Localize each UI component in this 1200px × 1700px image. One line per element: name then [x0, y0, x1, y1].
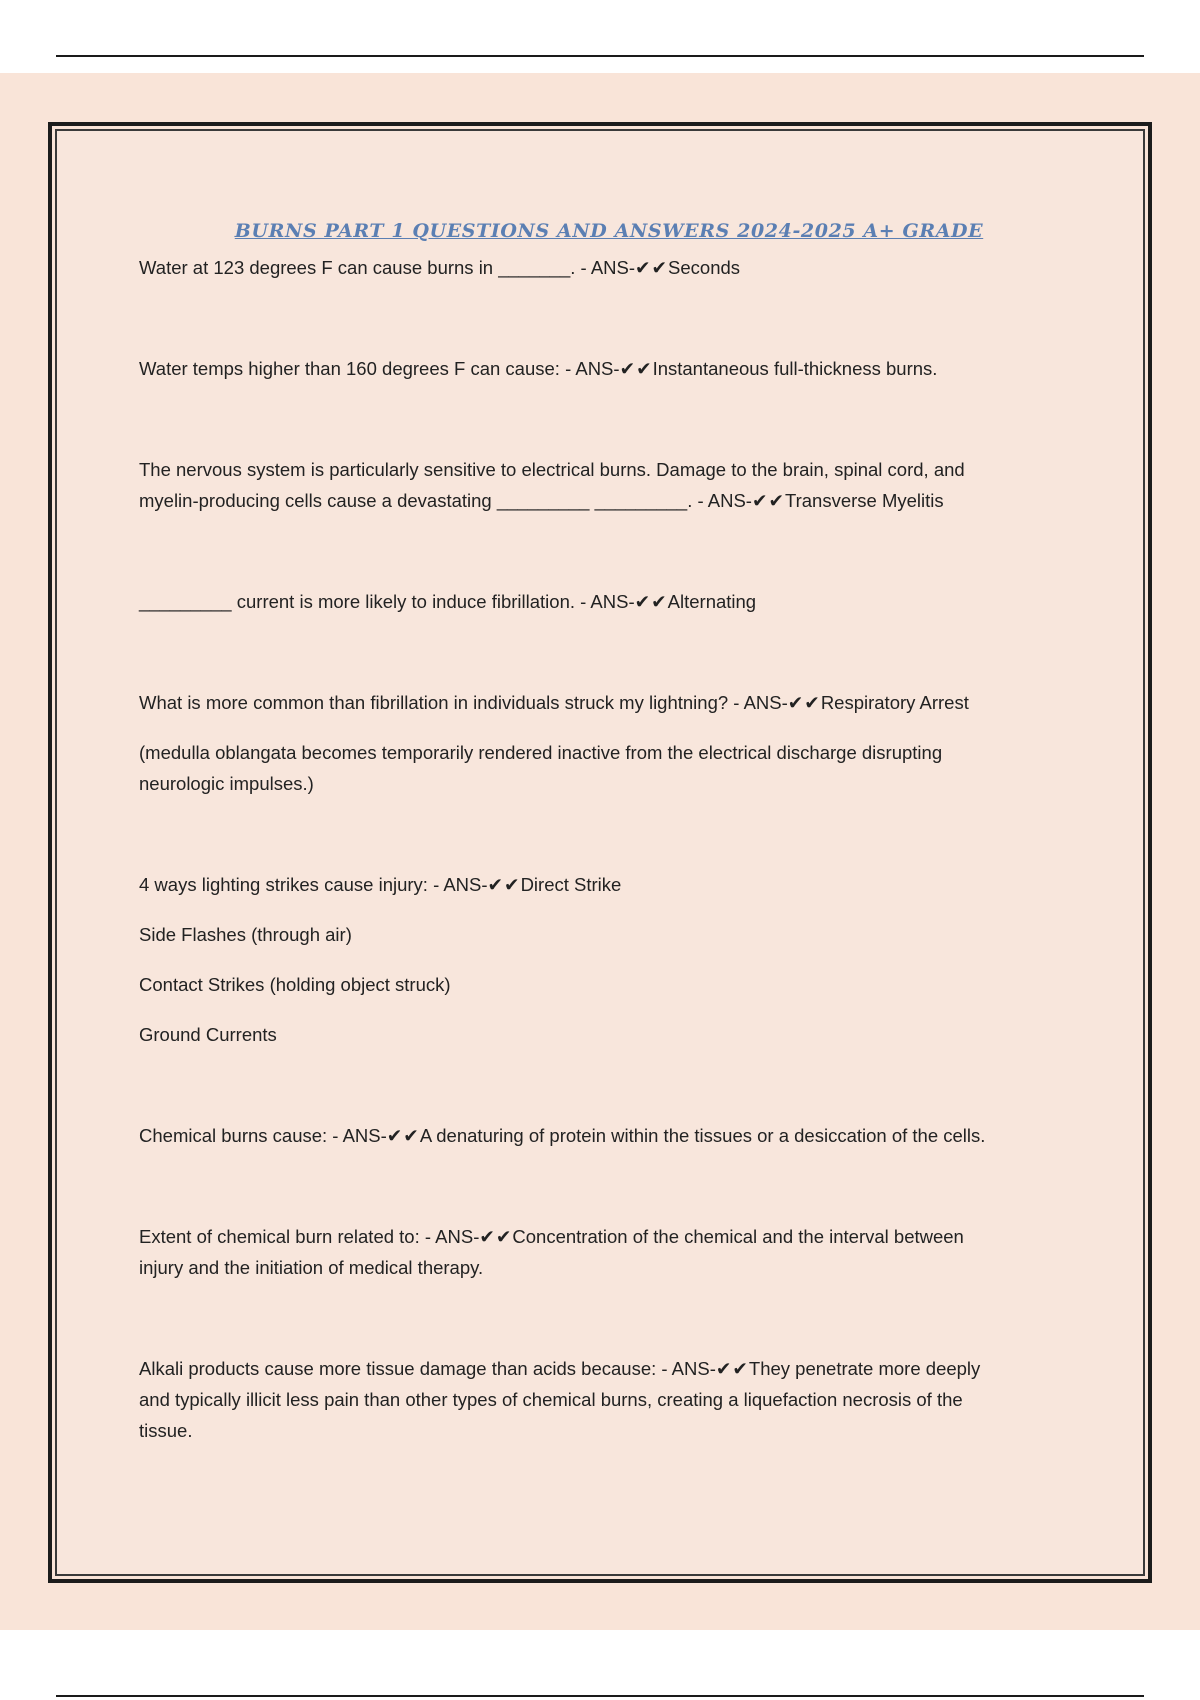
answer-text: Alternating [667, 591, 757, 612]
document-content [139, 216, 1079, 1446]
answer-text: Instantaneous full-thickness burns. [652, 358, 938, 379]
answer-text: Concentration of the chemical and the interval between [512, 1226, 964, 1247]
qa-line [139, 252, 1079, 283]
qa-line [139, 586, 1079, 617]
answer-text: Transverse Myelitis [784, 490, 944, 511]
qa-item [139, 1120, 1079, 1151]
qa-item [139, 353, 1079, 384]
document-title: BURNS PART 1 QUESTIONS AND ANSWERS 2024-2025 A+ GRADE [234, 220, 984, 242]
checkmark-icon: ✔✔ [479, 1226, 513, 1247]
answer-text: Respiratory Arrest [820, 692, 969, 713]
question-text: 4 ways lighting strikes cause injury: - ANS- [139, 874, 488, 895]
question-text: Extent of chemical burn related to: - ANS- [139, 1226, 480, 1247]
top-rule [56, 55, 1144, 57]
checkmark-icon: ✔✔ [751, 490, 785, 511]
question-text: _________ current is more likely to induce fibrillation. - ANS- [139, 591, 635, 612]
qa-item [139, 687, 1079, 799]
qa-item [139, 1221, 1079, 1283]
qa-line [139, 1353, 1079, 1384]
answer-note-line2: neurologic impulses.) [139, 773, 314, 794]
checkmark-icon: ✔✔ [619, 358, 653, 379]
answer-text-line2: and typically illicit less pain than other types of chemical burns, creating a liquefaction necrosis of the [139, 1389, 963, 1410]
qa-line [139, 353, 1079, 384]
question-text: Chemical burns cause: - ANS- [139, 1125, 387, 1146]
answer-text: Direct Strike [520, 874, 622, 895]
question-text: Alkali products cause more tissue damage than acids because: - ANS- [139, 1358, 716, 1379]
qa-item [139, 869, 1079, 1050]
qa-item [139, 1353, 1079, 1446]
qa-item [139, 454, 1079, 516]
answer-list-item: Side Flashes (through air) [139, 924, 352, 945]
checkmark-icon: ✔✔ [715, 1358, 749, 1379]
answer-text-line2: injury and the initiation of medical therapy. [139, 1257, 484, 1278]
qa-line [139, 687, 1079, 718]
qa-item [139, 252, 1079, 283]
qa-line [139, 1221, 1079, 1252]
question-text-line1: The nervous system is particularly sensitive to electrical burns. Damage to the brain, spinal cord, and [139, 459, 965, 480]
answer-text-line3: tissue. [139, 1420, 193, 1441]
answer-text: A denaturing of protein within the tissues or a desiccation of the cells. [419, 1125, 986, 1146]
checkmark-icon: ✔✔ [634, 591, 668, 612]
checkmark-icon: ✔✔ [635, 257, 669, 278]
document-frame [48, 122, 1152, 1583]
question-text: What is more common than fibrillation in individuals struck my lightning? - ANS- [139, 692, 788, 713]
qa-line [139, 869, 1079, 900]
qa-item [139, 586, 1079, 617]
answer-list-item: Contact Strikes (holding object struck) [139, 974, 451, 995]
answer-text: Seconds [668, 257, 741, 278]
question-text: myelin-producing cells cause a devastating _________ _________. - ANS- [139, 490, 752, 511]
bottom-rule [56, 1695, 1144, 1697]
answer-note-line1: (medulla oblangata becomes temporarily rendered inactive from the electrical discharge disrupting [139, 742, 943, 763]
document-frame-inner [55, 129, 1145, 1576]
question-text: Water temps higher than 160 degrees F can cause: - ANS- [139, 358, 620, 379]
qa-line [139, 485, 1079, 516]
question-text: Water at 123 degrees F can cause burns in _______. - ANS- [139, 257, 636, 278]
answer-list-item: Ground Currents [139, 1024, 277, 1045]
qa-line [139, 1120, 1079, 1151]
checkmark-icon: ✔✔ [386, 1125, 420, 1146]
checkmark-icon: ✔✔ [787, 692, 821, 713]
checkmark-icon: ✔✔ [487, 874, 521, 895]
answer-text: They penetrate more deeply [748, 1358, 981, 1379]
